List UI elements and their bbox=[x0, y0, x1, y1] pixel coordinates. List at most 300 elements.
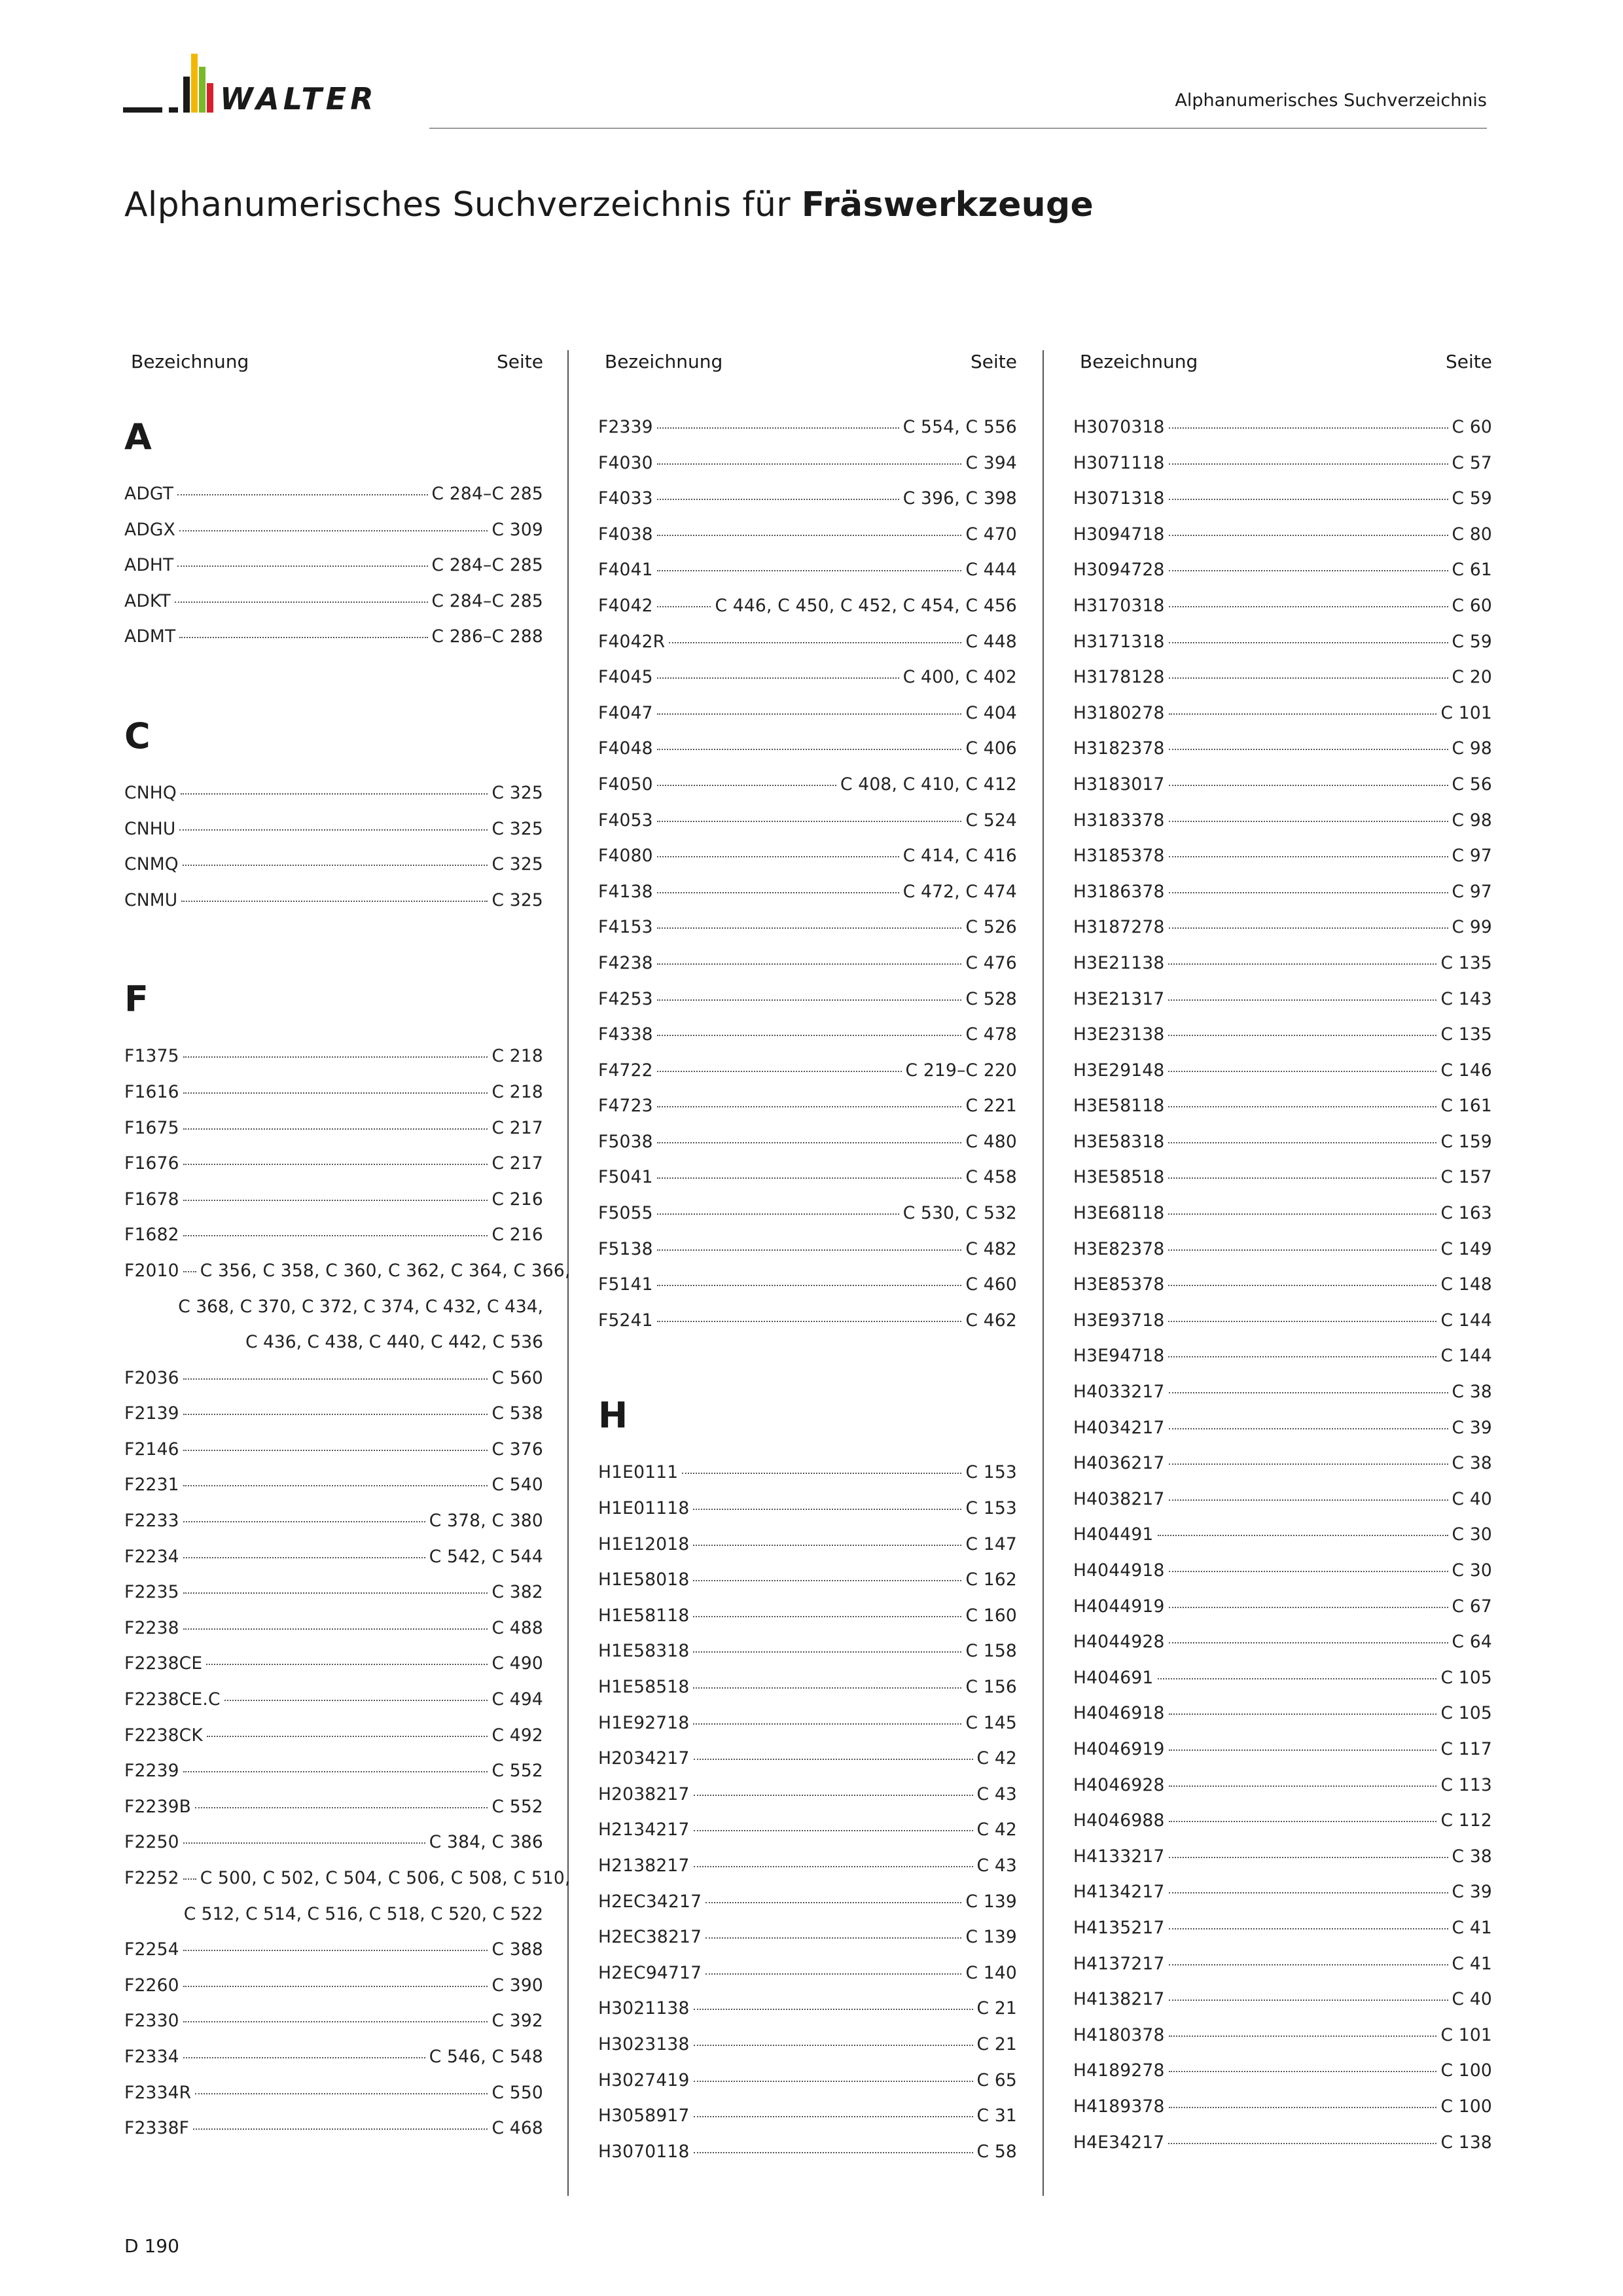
entry-pages: C 356, C 358, C 360, C 362, C 364, C 366, bbox=[200, 1260, 571, 1281]
index-entry bbox=[598, 838, 1017, 874]
entry-pages: C 546, C 548 bbox=[429, 2046, 543, 2067]
index-entry bbox=[1073, 660, 1492, 696]
dot-leader bbox=[693, 1509, 961, 1510]
entry-pages: C 144 bbox=[1440, 1346, 1492, 1367]
dot-leader bbox=[693, 1723, 961, 1725]
entry-pages: C 100 bbox=[1440, 2096, 1492, 2117]
index-entry bbox=[1073, 874, 1492, 910]
logo-stripe bbox=[199, 67, 205, 113]
dot-leader bbox=[694, 1866, 973, 1867]
entry-code: F2250 bbox=[124, 1832, 179, 1853]
entry-pages: C 153 bbox=[965, 1462, 1017, 1483]
dot-leader bbox=[1158, 1535, 1448, 1536]
entry-code: H3021138 bbox=[598, 1998, 690, 2019]
index-entry bbox=[598, 1267, 1017, 1303]
index-entry bbox=[598, 1053, 1017, 1089]
dot-leader bbox=[1169, 749, 1448, 750]
index-entry bbox=[1073, 1196, 1492, 1232]
entry-pages: C 38 bbox=[1452, 1382, 1492, 1403]
entry-pages: C 388 bbox=[491, 1939, 543, 1960]
dot-leader bbox=[694, 2045, 973, 2046]
entry-pages: C 462 bbox=[965, 1310, 1017, 1331]
entry-pages: C 524 bbox=[965, 810, 1017, 831]
entry-pages: C 57 bbox=[1452, 452, 1492, 473]
entry-code: F5141 bbox=[598, 1274, 653, 1295]
index-entry bbox=[598, 1017, 1017, 1053]
entry-code: F2239B bbox=[124, 1796, 192, 1817]
entry-pages: C 500, C 502, C 504, C 506, C 508, C 510, bbox=[200, 1868, 571, 1888]
dot-leader bbox=[1169, 1749, 1437, 1751]
column-header bbox=[124, 347, 543, 373]
entry-code: ADGX bbox=[124, 519, 176, 540]
dot-leader bbox=[183, 1628, 488, 1630]
entry-code: H4189378 bbox=[1073, 2096, 1165, 2117]
entry-pages: C 284–C 285 bbox=[431, 590, 543, 611]
entry-pages: C 60 bbox=[1452, 417, 1492, 437]
entry-code: H3023138 bbox=[598, 2034, 690, 2054]
dot-leader bbox=[669, 642, 961, 643]
entry-pages: C 56 bbox=[1452, 774, 1492, 795]
entry-pages: C 526 bbox=[965, 917, 1017, 938]
entry-code: H3094728 bbox=[1073, 560, 1165, 581]
dot-leader bbox=[693, 1580, 961, 1581]
index-entry bbox=[124, 847, 543, 883]
entry-pages: C 64 bbox=[1452, 1632, 1492, 1653]
dot-leader bbox=[1169, 642, 1448, 643]
index-entry bbox=[598, 660, 1017, 696]
entry-pages: C 135 bbox=[1440, 952, 1492, 973]
index-entry bbox=[1073, 2125, 1492, 2161]
entry-code: H2134217 bbox=[598, 1820, 690, 1840]
index-entry bbox=[124, 2003, 543, 2039]
entry-code: H4033217 bbox=[1073, 1382, 1165, 1403]
index-column-1 bbox=[124, 347, 571, 2147]
index-entry bbox=[124, 1361, 543, 1397]
column-header-page-label: Seite bbox=[1446, 351, 1492, 372]
dot-leader bbox=[1169, 1785, 1437, 1787]
entry-pages: C 42 bbox=[976, 1820, 1017, 1840]
entry-code: F4042 bbox=[598, 595, 653, 616]
dot-leader bbox=[657, 1035, 962, 1036]
entry-pages: C 554, C 556 bbox=[902, 417, 1017, 437]
entry-pages: C 404 bbox=[965, 702, 1017, 723]
index-entry bbox=[1073, 410, 1492, 446]
dot-leader bbox=[1168, 1249, 1436, 1251]
entry-code: H1E58018 bbox=[598, 1570, 690, 1590]
dot-leader bbox=[179, 530, 488, 531]
dot-leader bbox=[1169, 1821, 1437, 1822]
index-entry bbox=[124, 1968, 543, 2004]
index-entry bbox=[124, 1682, 543, 1718]
entry-pages: C 157 bbox=[1440, 1167, 1492, 1188]
dot-leader bbox=[1169, 463, 1448, 465]
dot-leader bbox=[183, 1986, 488, 1987]
dot-leader bbox=[693, 1687, 961, 1689]
dot-leader bbox=[657, 1106, 962, 1107]
entry-pages: C 460 bbox=[965, 1274, 1017, 1295]
index-entry bbox=[124, 1396, 543, 1432]
entry-code: F2233 bbox=[124, 1511, 179, 1532]
dot-leader bbox=[657, 1285, 962, 1286]
index-entry bbox=[124, 584, 543, 620]
dot-leader bbox=[657, 1213, 899, 1215]
dot-leader bbox=[183, 1771, 488, 1772]
dot-leader bbox=[657, 1071, 902, 1072]
entry-code: H4036217 bbox=[1073, 1453, 1165, 1474]
index-entry bbox=[124, 1467, 543, 1503]
entry-pages: C 149 bbox=[1440, 1238, 1492, 1259]
index-entry bbox=[598, 1562, 1017, 1598]
index-entry bbox=[598, 1812, 1017, 1848]
entry-code: H3070318 bbox=[1073, 417, 1165, 437]
dot-leader bbox=[657, 1177, 962, 1179]
section-letter: F bbox=[124, 978, 149, 1020]
entry-code: H2138217 bbox=[598, 1855, 690, 1876]
dot-leader bbox=[657, 463, 962, 465]
column-header-page-label: Seite bbox=[971, 351, 1017, 372]
page-number: D 190 bbox=[124, 2235, 179, 2257]
dot-leader bbox=[1169, 821, 1448, 822]
entry-code: F5138 bbox=[598, 1238, 653, 1259]
entry-code: ADMT bbox=[124, 626, 176, 647]
logo-stripe bbox=[191, 54, 198, 113]
entry-code: F4038 bbox=[598, 524, 653, 545]
index-entry bbox=[598, 1088, 1017, 1124]
entry-code: H3E94718 bbox=[1073, 1346, 1165, 1367]
dot-leader bbox=[1168, 1071, 1436, 1072]
entry-code: F2334R bbox=[124, 2082, 192, 2103]
entry-code: F2139 bbox=[124, 1403, 179, 1424]
dot-leader bbox=[183, 1164, 488, 1165]
dot-leader bbox=[183, 1235, 488, 1236]
entry-pages: C 221 bbox=[965, 1096, 1017, 1117]
index-entry bbox=[598, 624, 1017, 660]
dot-leader bbox=[195, 2093, 488, 2094]
index-entry bbox=[124, 2039, 543, 2075]
index-entry bbox=[1073, 1874, 1492, 1910]
dot-leader bbox=[657, 785, 836, 786]
entry-pages: C 98 bbox=[1452, 810, 1492, 831]
index-entry bbox=[124, 1718, 543, 1754]
entry-pages: C 39 bbox=[1452, 1417, 1492, 1438]
entry-pages: C 148 bbox=[1440, 1274, 1492, 1295]
dot-leader bbox=[694, 1759, 973, 1760]
entry-pages: C 406 bbox=[965, 738, 1017, 759]
index-entry bbox=[124, 1575, 543, 1611]
entry-code: H3E58318 bbox=[1073, 1131, 1165, 1152]
index-entry bbox=[1073, 910, 1492, 946]
entry-pages: C 163 bbox=[1440, 1203, 1492, 1224]
entry-pages: C 158 bbox=[965, 1641, 1017, 1662]
entry-pages: C 218 bbox=[491, 1081, 543, 1102]
logo-wordmark: WALTER bbox=[220, 81, 378, 117]
dot-leader bbox=[1168, 1142, 1436, 1143]
entry-pages: C 98 bbox=[1452, 738, 1492, 759]
index-entry bbox=[124, 2111, 543, 2147]
entry-pages: C 480 bbox=[965, 1131, 1017, 1152]
entry-pages: C 325 bbox=[491, 854, 543, 875]
index-entry bbox=[1073, 946, 1492, 982]
entry-pages: C 135 bbox=[1440, 1024, 1492, 1045]
entry-pages: C 145 bbox=[965, 1712, 1017, 1733]
entry-pages: C 540 bbox=[491, 1475, 543, 1496]
entry-pages: C 390 bbox=[491, 1975, 543, 1996]
index-entry bbox=[598, 517, 1017, 553]
entry-code: F1675 bbox=[124, 1117, 179, 1138]
dot-leader bbox=[1168, 1356, 1436, 1357]
walter-logo bbox=[123, 60, 404, 132]
entry-code: F4041 bbox=[598, 560, 653, 581]
entry-code: H4138217 bbox=[1073, 1989, 1165, 2010]
entry-code: F2234 bbox=[124, 1546, 179, 1567]
entry-code: H3E58518 bbox=[1073, 1167, 1165, 1188]
index-entry bbox=[124, 1146, 543, 1182]
entry-code: H3E58118 bbox=[1073, 1096, 1165, 1117]
entry-pages: C 400, C 402 bbox=[902, 667, 1017, 688]
dot-leader bbox=[657, 1249, 962, 1251]
entry-code: F4048 bbox=[598, 738, 653, 759]
dot-leader bbox=[183, 1414, 488, 1415]
index-entry bbox=[1073, 1517, 1492, 1553]
dot-leader bbox=[1169, 1642, 1448, 1643]
header-section-title: Alphanumerisches Suchverzeichnis bbox=[1175, 90, 1487, 111]
dot-leader bbox=[183, 1128, 488, 1130]
entry-code: H2EC38217 bbox=[598, 1927, 702, 1948]
index-entry bbox=[1073, 1624, 1492, 1660]
dot-leader bbox=[177, 494, 427, 495]
entry-code: F2231 bbox=[124, 1475, 179, 1496]
dot-leader bbox=[694, 2009, 973, 2010]
index-entry bbox=[598, 1991, 1017, 2027]
index-entry bbox=[598, 2098, 1017, 2134]
entry-code: F2235 bbox=[124, 1582, 179, 1603]
entry-pages: C 30 bbox=[1452, 1524, 1492, 1545]
entry-pages: C 458 bbox=[965, 1167, 1017, 1188]
entry-pages: C 59 bbox=[1452, 631, 1492, 652]
column-header-label: Bezeichnung bbox=[131, 351, 249, 372]
entry-pages: C 41 bbox=[1452, 1953, 1492, 1974]
dot-leader bbox=[657, 427, 899, 429]
entry-code: H1E0111 bbox=[598, 1462, 679, 1483]
entry-code: H2034217 bbox=[598, 1748, 690, 1769]
dot-leader bbox=[1168, 1321, 1436, 1322]
index-entry bbox=[598, 1160, 1017, 1196]
index-entry bbox=[124, 1753, 543, 1789]
dot-leader bbox=[1169, 606, 1448, 607]
dot-leader bbox=[657, 927, 962, 929]
entry-code: H3180278 bbox=[1073, 702, 1165, 723]
entry-code: F4153 bbox=[598, 917, 653, 938]
dot-leader bbox=[1168, 1106, 1436, 1107]
entry-code: F1676 bbox=[124, 1153, 179, 1174]
entry-code: F2010 bbox=[124, 1260, 179, 1281]
entry-code: H3058917 bbox=[598, 2106, 690, 2126]
dot-leader bbox=[657, 963, 962, 965]
dot-leader bbox=[183, 2057, 425, 2058]
index-entry bbox=[1073, 1982, 1492, 2018]
entry-code: H404691 bbox=[1073, 1667, 1154, 1688]
entry-pages-continued: C 368, C 370, C 372, C 374, C 432, C 434, bbox=[178, 1296, 543, 1317]
entry-code: H2EC34217 bbox=[598, 1891, 702, 1912]
dot-leader bbox=[705, 1937, 961, 1939]
dot-leader bbox=[195, 1807, 488, 1808]
entry-pages: C 38 bbox=[1452, 1453, 1492, 1474]
dot-leader bbox=[183, 1450, 488, 1451]
entry-code: F4033 bbox=[598, 488, 653, 509]
dot-leader bbox=[1169, 1392, 1448, 1393]
entry-pages: C 542, C 544 bbox=[429, 1546, 543, 1567]
entry-code: H3178128 bbox=[1073, 667, 1165, 688]
dot-leader bbox=[175, 601, 428, 603]
entry-code: F1682 bbox=[124, 1225, 179, 1246]
index-entry bbox=[598, 1956, 1017, 1992]
dot-leader bbox=[1169, 1571, 1448, 1572]
dot-leader bbox=[1169, 1713, 1437, 1715]
entry-pages: C 105 bbox=[1440, 1667, 1492, 1688]
entry-pages: C 97 bbox=[1452, 881, 1492, 902]
dot-leader bbox=[693, 1616, 961, 1617]
entry-pages: C 31 bbox=[976, 2106, 1017, 2126]
entry-code: H3071118 bbox=[1073, 452, 1165, 473]
index-entry bbox=[124, 1503, 543, 1539]
index-entry bbox=[598, 1491, 1017, 1527]
entry-code: H4044928 bbox=[1073, 1632, 1165, 1653]
entry-code: H3170318 bbox=[1073, 595, 1165, 616]
entry-pages: C 217 bbox=[491, 1117, 543, 1138]
index-entry bbox=[598, 982, 1017, 1018]
entry-pages: C 43 bbox=[976, 1784, 1017, 1804]
page-title bbox=[124, 185, 1094, 224]
dot-leader bbox=[1169, 2107, 1437, 2108]
entry-pages: C 378, C 380 bbox=[429, 1511, 543, 1532]
entry-code: F2254 bbox=[124, 1939, 179, 1960]
entry-pages: C 112 bbox=[1440, 1810, 1492, 1831]
entry-pages: C 60 bbox=[1452, 595, 1492, 616]
entry-pages: C 552 bbox=[491, 1796, 543, 1817]
entry-code: H3070118 bbox=[598, 2141, 690, 2162]
entry-pages: C 105 bbox=[1440, 1703, 1492, 1724]
entry-code: H3E29148 bbox=[1073, 1060, 1165, 1081]
dot-leader bbox=[183, 1271, 196, 1272]
entry-code: H3E21138 bbox=[1073, 952, 1165, 973]
entry-pages: C 159 bbox=[1440, 1131, 1492, 1152]
index-entry bbox=[598, 874, 1017, 910]
dot-leader bbox=[1169, 892, 1448, 893]
dot-leader bbox=[1158, 1678, 1437, 1679]
index-entry bbox=[1073, 1446, 1492, 1482]
entry-code: F2260 bbox=[124, 1975, 179, 1996]
entry-code: F2338F bbox=[124, 2118, 190, 2139]
entry-pages: C 61 bbox=[1452, 560, 1492, 581]
entry-code: F2036 bbox=[124, 1367, 179, 1388]
dot-leader bbox=[694, 2152, 973, 2153]
entry-code: H4180378 bbox=[1073, 2024, 1165, 2045]
dot-leader bbox=[1169, 677, 1448, 679]
index-entry bbox=[124, 1646, 543, 1682]
index-entry bbox=[124, 1039, 543, 1075]
entry-code: F4042R bbox=[598, 631, 666, 652]
entry-pages: C 59 bbox=[1452, 488, 1492, 509]
entry-pages: C 219–C 220 bbox=[905, 1060, 1017, 1081]
entry-pages: C 444 bbox=[965, 560, 1017, 581]
entry-pages: C 325 bbox=[491, 889, 543, 910]
dot-leader bbox=[657, 570, 962, 571]
entry-pages: C 161 bbox=[1440, 1096, 1492, 1117]
entry-pages: C 492 bbox=[491, 1725, 543, 1746]
index-entry bbox=[598, 1124, 1017, 1160]
index-entry bbox=[1073, 1160, 1492, 1196]
dot-leader bbox=[183, 1200, 488, 1201]
index-entry bbox=[124, 476, 543, 512]
dot-leader bbox=[1168, 1177, 1436, 1179]
dot-leader bbox=[693, 1545, 961, 1546]
entry-code: F4053 bbox=[598, 810, 653, 831]
index-entry bbox=[1073, 2018, 1492, 2054]
dot-leader bbox=[1169, 1428, 1448, 1429]
entry-pages: C 162 bbox=[965, 1570, 1017, 1590]
entry-code: H3182378 bbox=[1073, 738, 1165, 759]
entry-code: H4046919 bbox=[1073, 1738, 1165, 1759]
entry-pages-continued: C 436, C 438, C 440, C 442, C 536 bbox=[245, 1332, 543, 1353]
dot-leader bbox=[657, 821, 962, 822]
entry-pages: C 58 bbox=[976, 2141, 1017, 2162]
entry-pages: C 560 bbox=[491, 1367, 543, 1388]
entry-pages: C 100 bbox=[1440, 2060, 1492, 2081]
dot-leader bbox=[1169, 570, 1448, 571]
entry-pages: C 309 bbox=[491, 519, 543, 540]
dot-leader bbox=[657, 892, 899, 893]
entry-pages: C 476 bbox=[965, 952, 1017, 973]
index-entry bbox=[598, 1741, 1017, 1777]
entry-code: H3183378 bbox=[1073, 810, 1165, 831]
entry-pages: C 144 bbox=[1440, 1310, 1492, 1331]
entry-pages: C 101 bbox=[1440, 2024, 1492, 2045]
entry-code: CNMQ bbox=[124, 854, 179, 875]
dot-leader bbox=[1169, 2036, 1437, 2037]
entry-pages: C 138 bbox=[1440, 2132, 1492, 2153]
column-header bbox=[1073, 347, 1492, 373]
index-entry bbox=[1073, 2053, 1492, 2089]
dot-leader bbox=[693, 1651, 961, 1653]
dot-leader bbox=[181, 901, 488, 902]
dot-leader bbox=[183, 1092, 488, 1094]
index-entry bbox=[1073, 552, 1492, 588]
entry-code: H404491 bbox=[1073, 1524, 1154, 1545]
dot-leader bbox=[1169, 427, 1448, 429]
entry-code: F1616 bbox=[124, 1081, 179, 1102]
entry-pages: C 65 bbox=[976, 2070, 1017, 2090]
index-entry bbox=[124, 1611, 543, 1647]
entry-code: F2330 bbox=[124, 2011, 179, 2032]
index-entry bbox=[598, 1455, 1017, 1491]
index-entry bbox=[1073, 517, 1492, 553]
dot-leader bbox=[682, 1473, 961, 1474]
entry-pages: C 284–C 285 bbox=[431, 484, 543, 504]
index-entry bbox=[1073, 1303, 1492, 1339]
index-entry bbox=[1073, 1696, 1492, 1732]
index-entry bbox=[124, 1111, 543, 1147]
entry-code: CNHU bbox=[124, 818, 176, 839]
dot-leader bbox=[1169, 499, 1448, 500]
index-entry bbox=[598, 1670, 1017, 1706]
dot-leader bbox=[1168, 963, 1436, 965]
entry-pages: C 550 bbox=[491, 2082, 543, 2103]
entry-code: H4189278 bbox=[1073, 2060, 1165, 2081]
entry-code: F4050 bbox=[598, 774, 653, 795]
index-entry bbox=[1073, 731, 1492, 767]
entry-pages: C 146 bbox=[1440, 1060, 1492, 1081]
index-entry bbox=[1073, 1946, 1492, 1982]
